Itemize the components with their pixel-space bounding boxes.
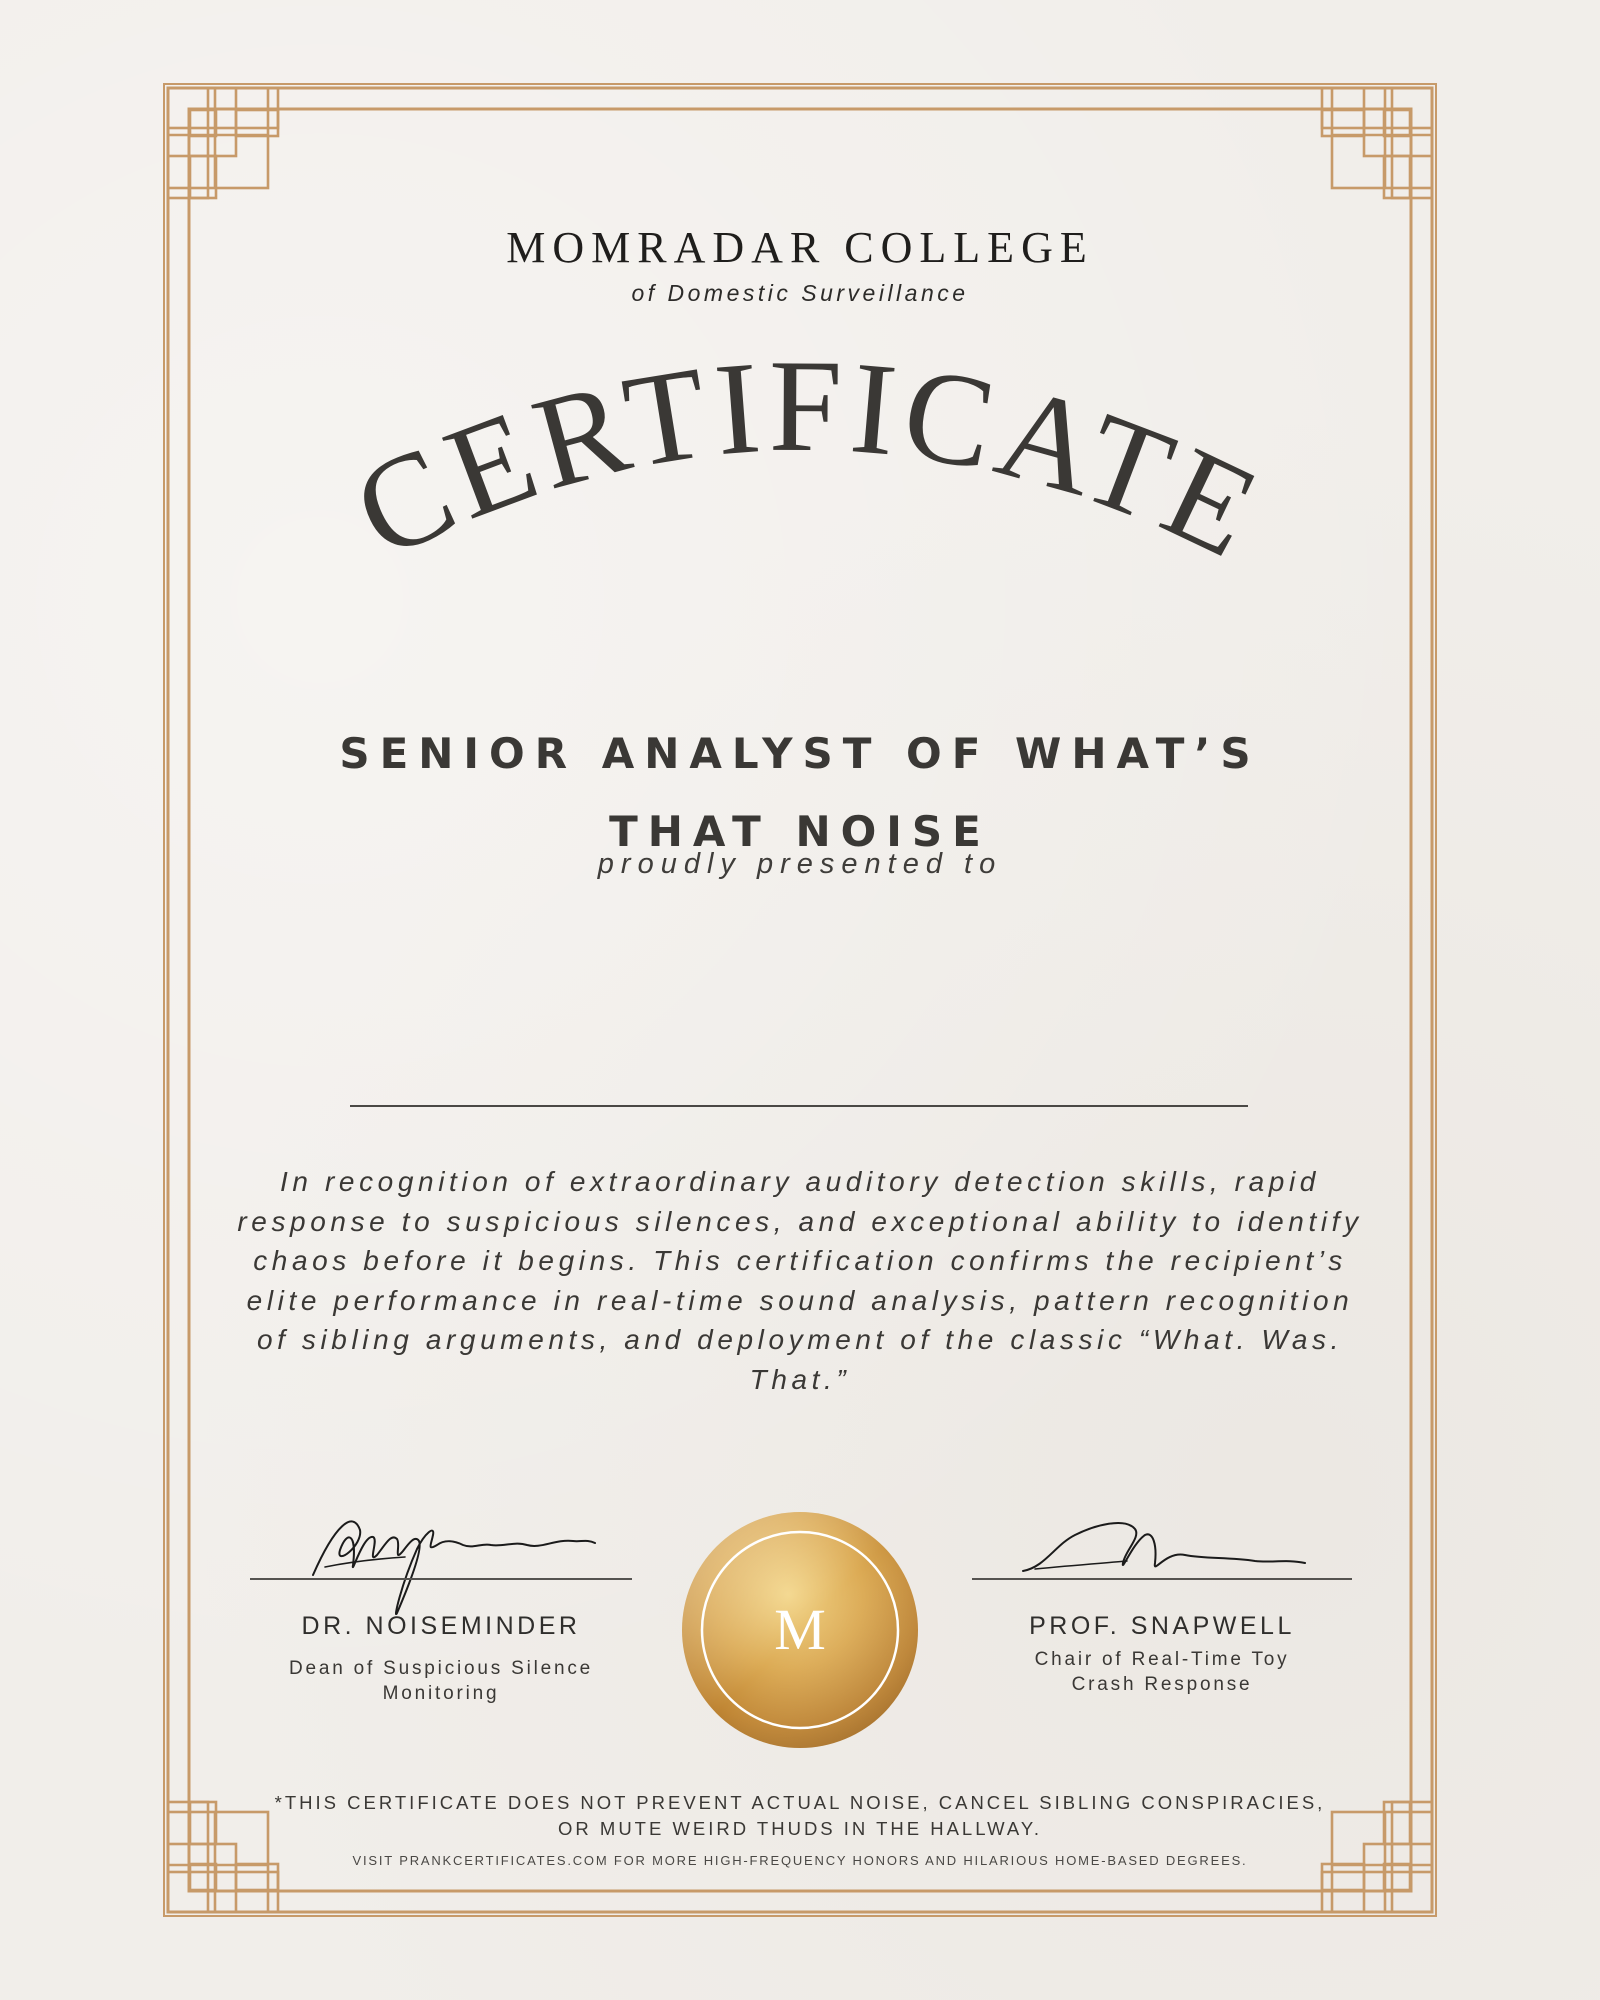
left-signatory-name: DR. NOISEMINDER xyxy=(301,1612,581,1640)
visit-website-text: VISIT PRANKCERTIFICATES.COM FOR MORE HIGH-FREQUENCY HONORS AND HILARIOUS HOME-BASED DEGREES. xyxy=(352,1853,1248,1868)
seal-letter: M xyxy=(774,1597,826,1662)
institution-name: MOMRADAR COLLEGE xyxy=(506,223,1094,272)
presented-to-text: proudly presented to xyxy=(597,848,1003,880)
disclaimer-text: *THIS CERTIFICATE DOES NOT PREVENT ACTUAL NOISE, CANCEL SIBLING CONSPIRACIES, OR MUTE WEIRD THUDS IN THE HALLWAY. xyxy=(274,1792,1326,1839)
certificate-title-text: CERTIFICATE xyxy=(332,331,1285,588)
recipient-name-line xyxy=(350,1105,1248,1107)
right-signature-line xyxy=(972,1578,1352,1580)
institution-subtitle: of Domestic Surveillance xyxy=(631,280,969,306)
left-signature-line xyxy=(250,1578,632,1580)
left-signature xyxy=(305,1505,605,1615)
degree-title-line-2: THAT NOISE xyxy=(609,807,991,856)
right-signatory-title: Chair of Real-Time Toy Crash Response xyxy=(1034,1649,1290,1695)
right-signature xyxy=(1015,1505,1315,1595)
degree-title-line-1: SENIOR ANALYST OF WHAT’S xyxy=(339,729,1261,778)
recognition-text: In recognition of extraordinary auditory detection skills, rapid response to suspicious silences, and exceptional ability to identify chaos before it begins. This certification confirms the recipient’s elite performance in real-time sound analysis, pattern recognition of sibling arguments, and deployment of the classic “What. Was. That.” xyxy=(237,1166,1363,1395)
left-signatory-title: Dean of Suspicious Silence Monitoring xyxy=(288,1658,594,1704)
right-signatory-name: PROF. SNAPWELL xyxy=(1029,1612,1295,1640)
